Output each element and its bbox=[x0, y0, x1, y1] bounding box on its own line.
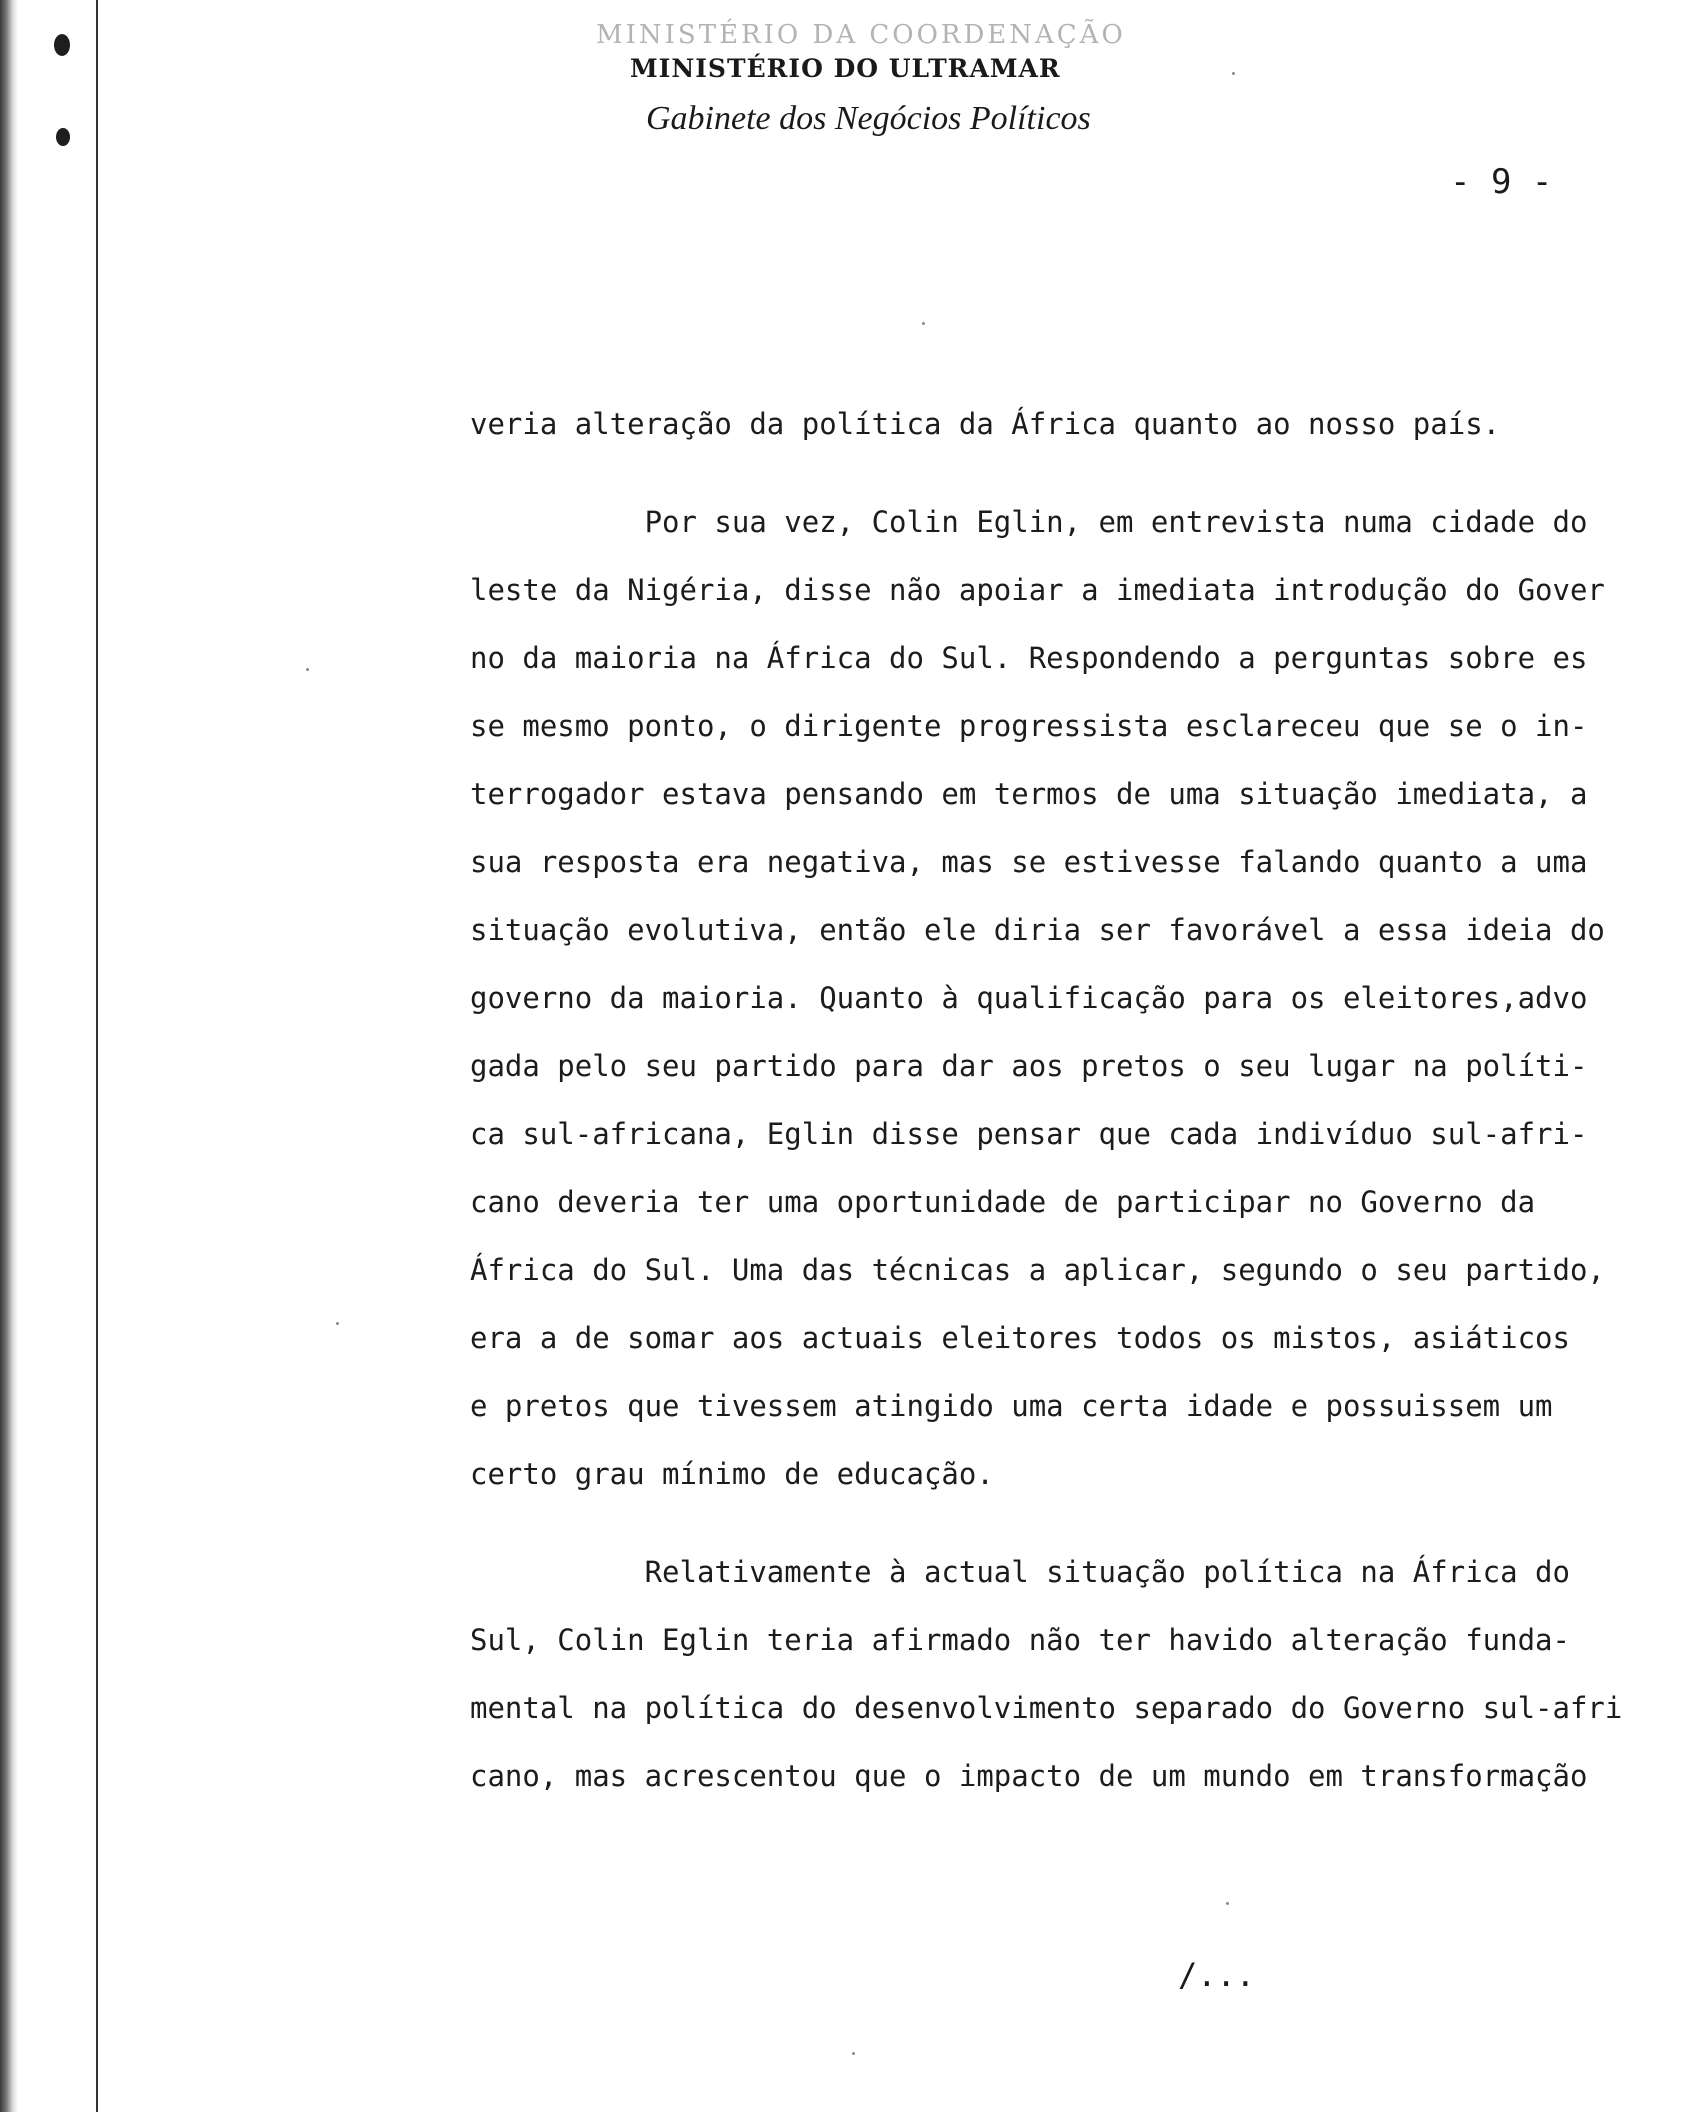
text-line: era a de somar aos actuais eleitores todos os mistos, asiáticos bbox=[470, 1321, 1570, 1355]
scan-speck bbox=[336, 1322, 339, 1325]
letterhead bbox=[580, 18, 1140, 138]
text-line: situação evolutiva, então ele diria ser favorável a essa ideia do bbox=[470, 913, 1605, 947]
scan-binding-edge bbox=[0, 0, 18, 2112]
paragraph-gap bbox=[470, 1508, 1650, 1538]
text-line: terrogador estava pensando em termos de uma situação imediata, a bbox=[470, 777, 1588, 811]
scan-speck bbox=[306, 668, 309, 671]
text-line: mental na política do desenvolvimento separado do Governo sul-afri bbox=[470, 1691, 1623, 1725]
text-line: leste da Nigéria, disse não apoiar a imediata introdução do Gover bbox=[470, 573, 1605, 607]
text-line: cano, mas acrescentou que o impacto de um mundo em transformação bbox=[470, 1759, 1588, 1793]
letterhead-struck-ministry: MINISTÉRIO DA COORDENAÇÃO bbox=[596, 20, 1126, 50]
margin-rule bbox=[96, 0, 98, 2112]
text-line: veria alteração da política da África quanto ao nosso país. bbox=[470, 407, 1501, 441]
scan-speck bbox=[1226, 1902, 1229, 1905]
continuation-mark: /... bbox=[1178, 1956, 1256, 1994]
text-line: Por sua vez, Colin Eglin, em entrevista numa cidade do bbox=[470, 505, 1588, 539]
letterhead-ministry: MINISTÉRIO DO ULTRAMAR bbox=[630, 54, 1061, 83]
text-line: África do Sul. Uma das técnicas a aplicar, segundo o seu partido, bbox=[470, 1253, 1605, 1287]
text-line: Relativamente à actual situação política na África do bbox=[470, 1555, 1570, 1589]
text-line: se mesmo ponto, o dirigente progressista esclareceu que se o in- bbox=[470, 709, 1588, 743]
text-line: Sul, Colin Eglin teria afirmado não ter havido alteração funda- bbox=[470, 1623, 1570, 1657]
text-line: no da maioria na África do Sul. Respondendo a perguntas sobre es bbox=[470, 641, 1588, 675]
text-line: ca sul-africana, Eglin disse pensar que cada indivíduo sul-afri- bbox=[470, 1117, 1588, 1151]
page-number: - 9 - bbox=[1450, 162, 1553, 202]
text-line: cano deveria ter uma oportunidade de participar no Governo da bbox=[470, 1185, 1536, 1219]
letterhead-cabinet: Gabinete dos Negócios Políticos bbox=[646, 100, 1091, 137]
scan-speck bbox=[1232, 72, 1235, 75]
scan-speck bbox=[922, 322, 925, 325]
text-line: sua resposta era negativa, mas se estivesse falando quanto a uma bbox=[470, 845, 1588, 879]
body-text bbox=[470, 390, 1650, 1810]
paragraph-gap bbox=[470, 458, 1650, 488]
text-line: certo grau mínimo de educação. bbox=[470, 1457, 994, 1491]
text-line: governo da maioria. Quanto à qualificação para os eleitores,advo bbox=[470, 981, 1588, 1015]
binding-hole-mark bbox=[56, 128, 70, 146]
binding-hole-mark bbox=[54, 34, 70, 56]
text-line: gada pelo seu partido para dar aos pretos o seu lugar na políti- bbox=[470, 1049, 1588, 1083]
text-line: e pretos que tivessem atingido uma certa idade e possuissem um bbox=[470, 1389, 1553, 1423]
scan-speck bbox=[852, 2052, 855, 2055]
